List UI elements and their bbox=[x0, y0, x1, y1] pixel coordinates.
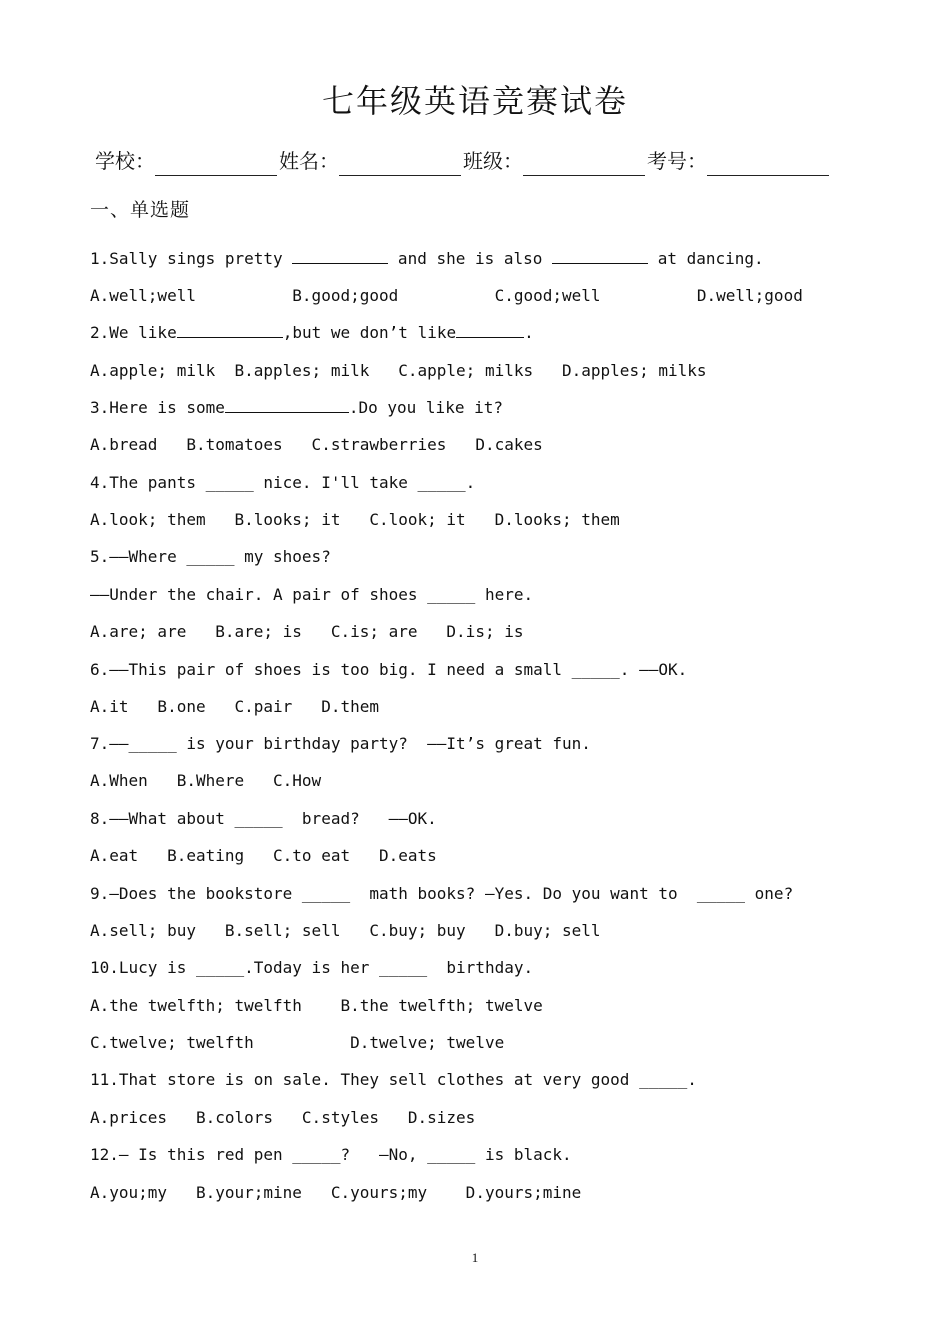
options-1: A.well;well B.good;good C.good;well D.well;good bbox=[90, 286, 803, 305]
school-field[interactable] bbox=[155, 153, 277, 176]
answer-blank[interactable] bbox=[292, 247, 388, 264]
question-text: . bbox=[524, 323, 534, 342]
question-7: 7.——_____ is your birthday party? ——It’s great fun. bbox=[90, 734, 591, 753]
question-9: 9.—Does the bookstore _____ math books? —Yes. Do you want to _____ one? bbox=[90, 884, 794, 903]
page-title: 七年级英语竞赛试卷 bbox=[321, 82, 628, 120]
answer-blank[interactable] bbox=[225, 396, 349, 413]
student-info-row bbox=[95, 146, 831, 176]
name-field[interactable] bbox=[339, 153, 461, 176]
section-heading: 一、单选题 bbox=[90, 199, 191, 221]
question-3 bbox=[90, 395, 503, 421]
options-12: A.you;my B.your;mine C.yours;my D.yours;mine bbox=[90, 1183, 582, 1202]
options-10-second-row: C.twelve; twelfth D.twelve; twelve bbox=[90, 1033, 505, 1052]
options-6: A.it B.one C.pair D.them bbox=[90, 697, 379, 716]
options-7: A.When B.Where C.How bbox=[90, 771, 322, 790]
question-text: 1.Sally sings pretty bbox=[90, 249, 293, 268]
options-8: A.eat B.eating C.to eat D.eats bbox=[90, 846, 437, 865]
page-number: 1 bbox=[471, 1250, 479, 1265]
answer-blank[interactable] bbox=[177, 321, 283, 338]
name-label: 姓名： bbox=[279, 149, 339, 173]
question-1 bbox=[90, 246, 764, 272]
question-5-response: ——Under the chair. A pair of shoes _____ here. bbox=[90, 585, 534, 604]
class-field[interactable] bbox=[523, 153, 645, 176]
question-text: ,but we don’t like bbox=[282, 323, 457, 342]
question-4: 4.The pants _____ nice. I'll take _____. bbox=[90, 473, 476, 492]
answer-blank[interactable] bbox=[552, 247, 648, 264]
number-field[interactable] bbox=[707, 153, 829, 176]
options-10: A.the twelfth; twelfth B.the twelfth; twelve bbox=[90, 996, 543, 1015]
options-3: A.bread B.tomatoes C.strawberries D.cakes bbox=[90, 435, 543, 454]
options-2: A.apple; milk B.apples; milk C.apple; milks D.apples; milks bbox=[90, 361, 707, 380]
question-text: 3.Here is some bbox=[90, 398, 225, 417]
question-12: 12.— Is this red pen _____? —No, _____ is black. bbox=[90, 1145, 572, 1164]
question-10: 10.Lucy is _____.Today is her _____ birthday. bbox=[90, 958, 534, 977]
question-11: 11.That store is on sale. They sell clothes at very good _____. bbox=[90, 1070, 697, 1089]
options-4: A.look; them B.looks; it C.look; it D.looks; them bbox=[90, 510, 620, 529]
school-label: 学校： bbox=[95, 149, 155, 173]
number-label: 考号： bbox=[647, 149, 707, 173]
class-label: 班级： bbox=[463, 149, 523, 173]
question-text: at dancing. bbox=[648, 249, 764, 268]
question-5: 5.——Where _____ my shoes? bbox=[90, 547, 331, 566]
question-text: and she is also bbox=[388, 249, 553, 268]
question-text: 2.We like bbox=[90, 323, 177, 342]
question-6: 6.——This pair of shoes is too big. I need a small _____. ——OK. bbox=[90, 660, 688, 679]
question-2 bbox=[90, 320, 534, 346]
question-8: 8.——What about _____ bread? ——OK. bbox=[90, 809, 437, 828]
question-text: .Do you like it? bbox=[348, 398, 503, 417]
answer-blank[interactable] bbox=[456, 321, 524, 338]
options-9: A.sell; buy B.sell; sell C.buy; buy D.buy; sell bbox=[90, 921, 601, 940]
options-5: A.are; are B.are; is C.is; are D.is; is bbox=[90, 622, 524, 641]
options-11: A.prices B.colors C.styles D.sizes bbox=[90, 1108, 476, 1127]
